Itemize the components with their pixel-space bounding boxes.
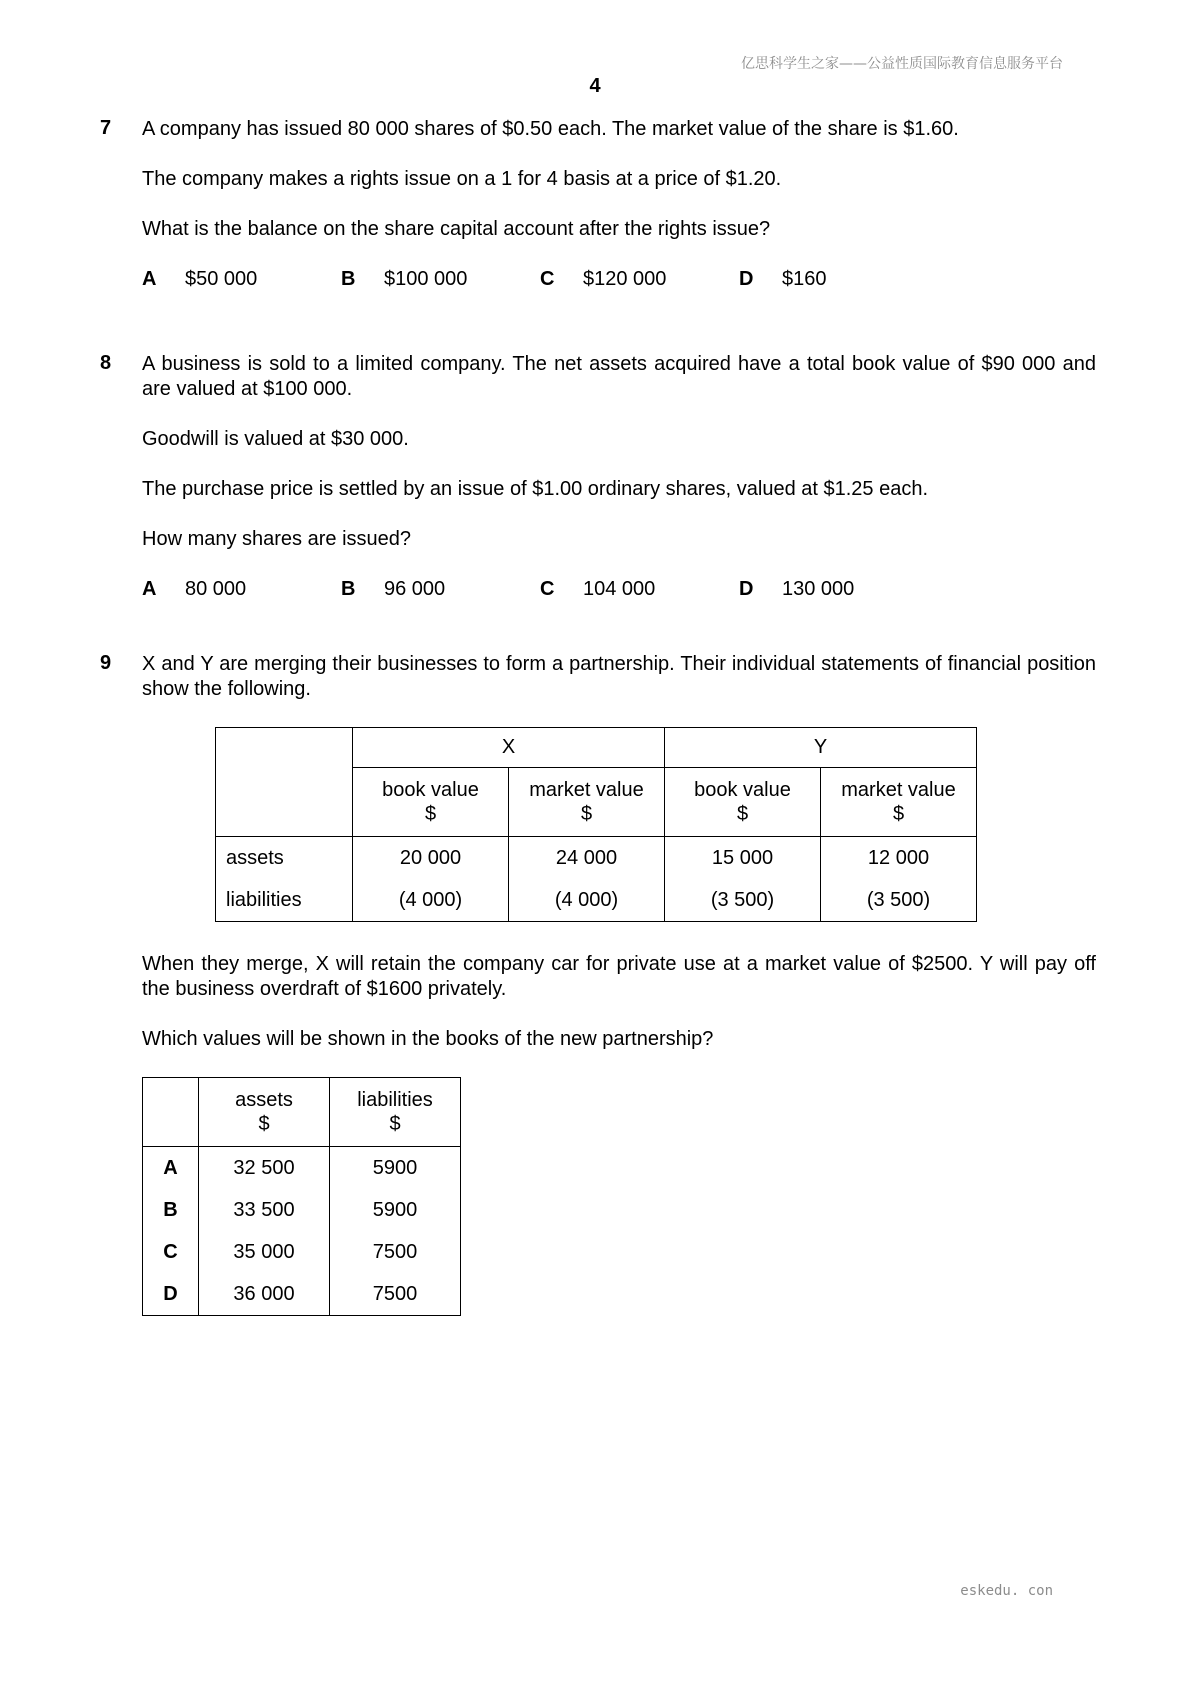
column-header-unit: $ (580, 803, 593, 825)
question-8 (100, 352, 1096, 602)
cell-value: 35 000 (233, 1241, 295, 1263)
question-text: Goodwill is valued at $30 000. (142, 428, 409, 450)
cell-value: (3 500) (866, 889, 931, 911)
option-letter: D (739, 268, 754, 290)
column-header-label: assets (235, 1089, 293, 1111)
table-cell (665, 837, 821, 922)
question-9 (100, 652, 1096, 1316)
column-header-unit: $ (736, 803, 749, 825)
option-letter: B (341, 268, 356, 290)
option-letter[interactable]: D (163, 1283, 178, 1305)
table-cell (509, 837, 665, 922)
column-header (665, 768, 821, 837)
answer-options (142, 577, 1096, 602)
header-watermark: 亿思科学生之家——公益性质国际教育信息服务平台 (741, 56, 1063, 72)
option-letters[interactable] (143, 1147, 199, 1316)
question-text: A company has issued 80 000 shares of $0.50 each. The market value of the share is $1.60. (142, 118, 959, 140)
cell-value: 32 500 (233, 1157, 295, 1179)
group-header-y: Y (665, 728, 977, 768)
option-a[interactable] (142, 577, 341, 602)
empty-corner-cell (143, 1078, 199, 1147)
column-header (199, 1078, 330, 1147)
option-letter: D (739, 578, 754, 600)
option-c[interactable] (540, 577, 739, 602)
option-letter: B (341, 578, 356, 600)
question-text: The company makes a rights issue on a 1 for 4 basis at a price of $1.20. (142, 168, 782, 190)
column-header-unit: $ (258, 1113, 270, 1135)
option-letter: C (540, 578, 555, 600)
cell-value: 5900 (372, 1199, 418, 1221)
option-b[interactable] (341, 267, 540, 292)
option-text: 104 000 (583, 578, 656, 600)
column-header (821, 768, 977, 837)
footer-watermark: eskedu. con (960, 1583, 1053, 1599)
cell-value: (4 000) (398, 889, 463, 911)
option-text: $50 000 (185, 268, 258, 290)
cell-value: 7500 (372, 1283, 418, 1305)
row-label: assets (226, 847, 284, 869)
option-text: 130 000 (782, 578, 855, 600)
empty-corner-cell (216, 728, 353, 837)
answer-options-table (142, 1077, 461, 1316)
table-cell (353, 837, 509, 922)
option-letter: A (142, 578, 157, 600)
option-letter[interactable]: B (163, 1199, 178, 1221)
assets-column (199, 1147, 330, 1316)
cell-value: (3 500) (710, 889, 775, 911)
option-text: $160 (782, 268, 827, 290)
cell-value: 20 000 (399, 847, 462, 869)
column-header (353, 768, 509, 837)
option-letter[interactable]: A (163, 1157, 178, 1179)
option-letter[interactable]: C (163, 1241, 178, 1263)
question-text: The purchase price is settled by an issue of $1.00 ordinary shares, valued at $1.25 each. (142, 478, 929, 500)
question-text: How many shares are issued? (142, 528, 412, 550)
option-letter: C (540, 268, 555, 290)
option-text: $120 000 (583, 268, 667, 290)
cell-value: 36 000 (233, 1283, 295, 1305)
option-c[interactable] (540, 267, 739, 292)
answer-options (142, 267, 1096, 292)
column-header-label: book value (694, 779, 791, 801)
page-number: 4 (589, 75, 601, 97)
row-label: liabilities (226, 889, 302, 911)
column-header-unit: $ (892, 803, 905, 825)
cell-value: 24 000 (555, 847, 618, 869)
option-b[interactable] (341, 577, 540, 602)
group-header-x: X (353, 728, 665, 768)
column-header-label: market value (841, 779, 956, 801)
question-text: Which values will be shown in the books of the new partnership? (142, 1028, 714, 1050)
column-header-label: market value (529, 779, 644, 801)
table-cell (821, 837, 977, 922)
option-text: 96 000 (384, 578, 446, 600)
question-text: What is the balance on the share capital account after the rights issue? (142, 218, 771, 240)
cell-value: 12 000 (867, 847, 930, 869)
financial-position-table (215, 727, 977, 922)
option-d[interactable] (739, 577, 938, 602)
question-text: A business is sold to a limited company. The net assets acquired have a total book value of $90 000 and are valued at $100 000. (142, 353, 1096, 400)
column-header-label: book value (382, 779, 479, 801)
column-header-label: liabilities (357, 1089, 433, 1111)
question-text: When they merge, X will retain the company car for private use at a market value of $2500. Y will pay off the business overdraft of $1600 privately. (142, 953, 1096, 1000)
cell-value: 7500 (372, 1241, 418, 1263)
cell-value: 15 000 (711, 847, 774, 869)
option-letter: A (142, 268, 157, 290)
column-header-unit: $ (424, 803, 437, 825)
option-d[interactable] (739, 267, 938, 292)
cell-value: 33 500 (233, 1199, 295, 1221)
option-text: $100 000 (384, 268, 468, 290)
option-text: 80 000 (185, 578, 247, 600)
cell-value: 5900 (372, 1157, 418, 1179)
question-7 (100, 117, 1096, 292)
cell-value: (4 000) (554, 889, 619, 911)
question-number: 8 (100, 352, 112, 374)
liabilities-column (330, 1147, 461, 1316)
column-header (330, 1078, 461, 1147)
row-labels (216, 837, 353, 922)
question-text: X and Y are merging their businesses to form a partnership. Their individual statements of financial position show the following. (142, 653, 1096, 700)
question-number: 9 (100, 652, 112, 674)
option-a[interactable] (142, 267, 341, 292)
column-header-unit: $ (389, 1113, 401, 1135)
column-header (509, 768, 665, 837)
question-number: 7 (100, 117, 112, 139)
